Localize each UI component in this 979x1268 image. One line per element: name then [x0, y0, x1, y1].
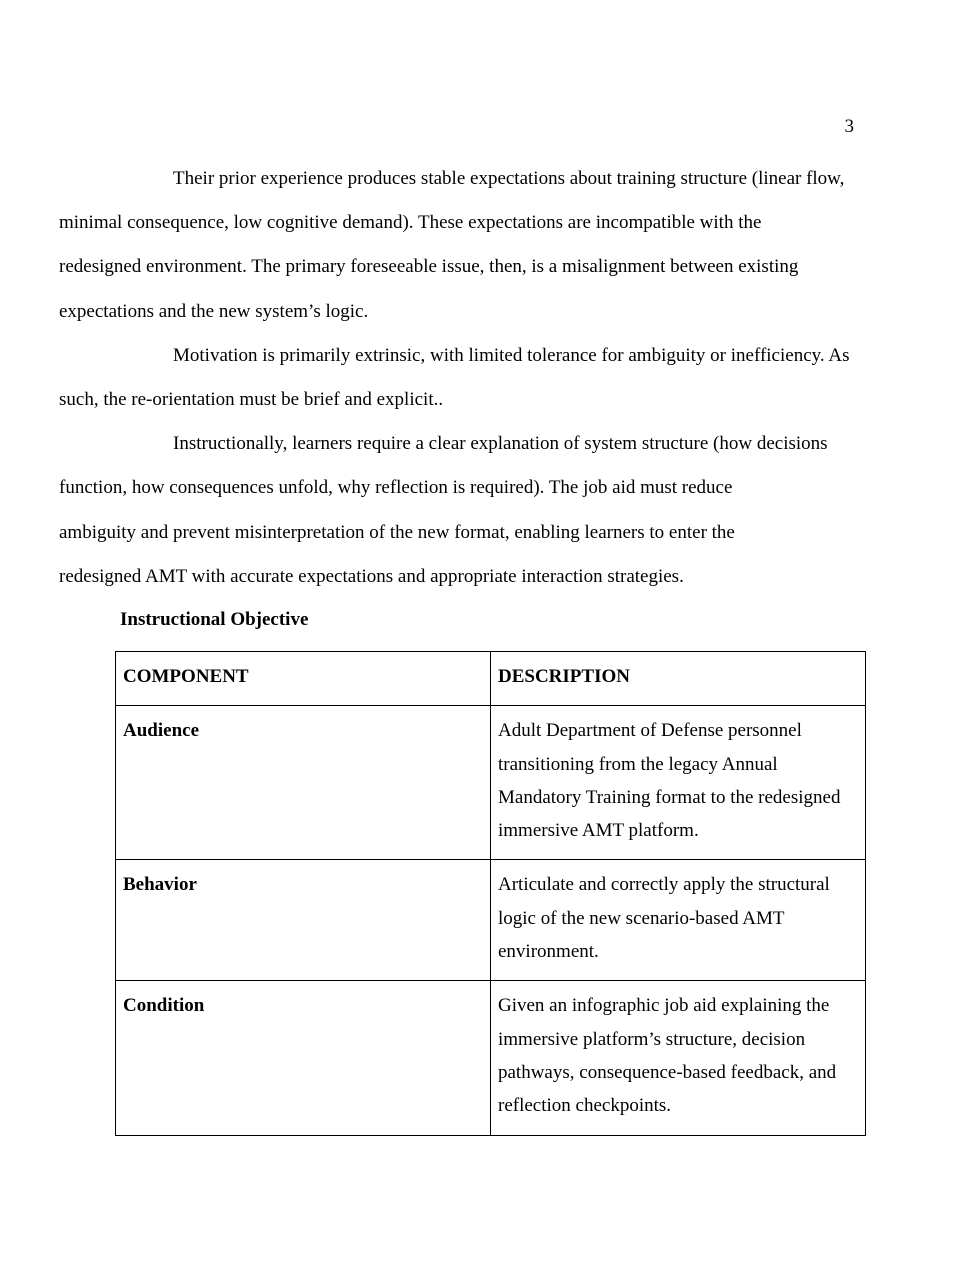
description-line: Adult Department of Defense personnel — [498, 720, 802, 742]
table-cell-component: Behavior — [116, 860, 491, 981]
paragraph-line: minimal consequence, low cognitive demand). These expectations are incompatible with the — [59, 212, 762, 234]
paragraph-line: function, how consequences unfold, why reflection is required). The job aid must reduce — [59, 477, 733, 499]
table-row-condition — [116, 981, 866, 1135]
paragraph-prior-experience — [59, 157, 866, 334]
paragraph-line: redesigned environment. The primary foreseeable issue, then, is a misalignment between existing — [59, 256, 799, 278]
description-line: environment. — [498, 941, 599, 963]
description-line: transitioning from the legacy Annual — [498, 753, 778, 775]
paragraph-line: ambiguity and prevent misinterpretation of the new format, enabling learners to enter the — [59, 521, 735, 543]
description-line: immersive platform’s structure, decision — [498, 1028, 806, 1050]
paragraph-motivation — [59, 334, 866, 422]
instructional-objective-table — [115, 651, 866, 1136]
table-header-component: COMPONENT — [116, 652, 491, 706]
description-line: Given an infographic job aid explaining the — [498, 995, 830, 1017]
description-line: logic of the new scenario-based AMT — [498, 907, 785, 929]
description-line: pathways, consequence-based feedback, and — [498, 1061, 837, 1083]
body-text — [59, 157, 866, 599]
table-cell-component: Condition — [116, 981, 491, 1135]
table-row-audience — [116, 706, 866, 860]
section-heading: Instructional Objective — [120, 609, 309, 630]
paragraph-line: such, the re-orientation must be brief and explicit.. — [59, 389, 444, 411]
table-header-row — [116, 652, 866, 706]
description-line: reflection checkpoints. — [498, 1095, 672, 1117]
description-line: immersive AMT platform. — [498, 820, 699, 842]
page-number: 3 — [844, 116, 854, 137]
paragraph-line: redesigned AMT with accurate expectations and appropriate interaction strategies. — [59, 565, 684, 587]
paragraph-line: Motivation is primarily extrinsic, with limited tolerance for ambiguity or inefficiency. As — [173, 344, 850, 366]
paragraph-line: Their prior experience produces stable expectations about training structure (linear flow, — [173, 168, 845, 189]
description-line: Articulate and correctly apply the structural — [498, 874, 830, 896]
paragraph-instructionally — [59, 422, 866, 599]
table-header-description: DESCRIPTION — [491, 652, 866, 706]
paragraph-line: Instructionally, learners require a clear explanation of system structure (how decisions — [173, 433, 828, 455]
table-cell-description — [491, 860, 866, 981]
description-line: Mandatory Training format to the redesigned — [498, 786, 841, 808]
paragraph-line: expectations and the new system’s logic. — [59, 300, 369, 322]
table-cell-component: Audience — [116, 706, 491, 860]
table-cell-description — [491, 706, 866, 860]
table-row-behavior — [116, 860, 866, 981]
table-cell-description — [491, 981, 866, 1135]
